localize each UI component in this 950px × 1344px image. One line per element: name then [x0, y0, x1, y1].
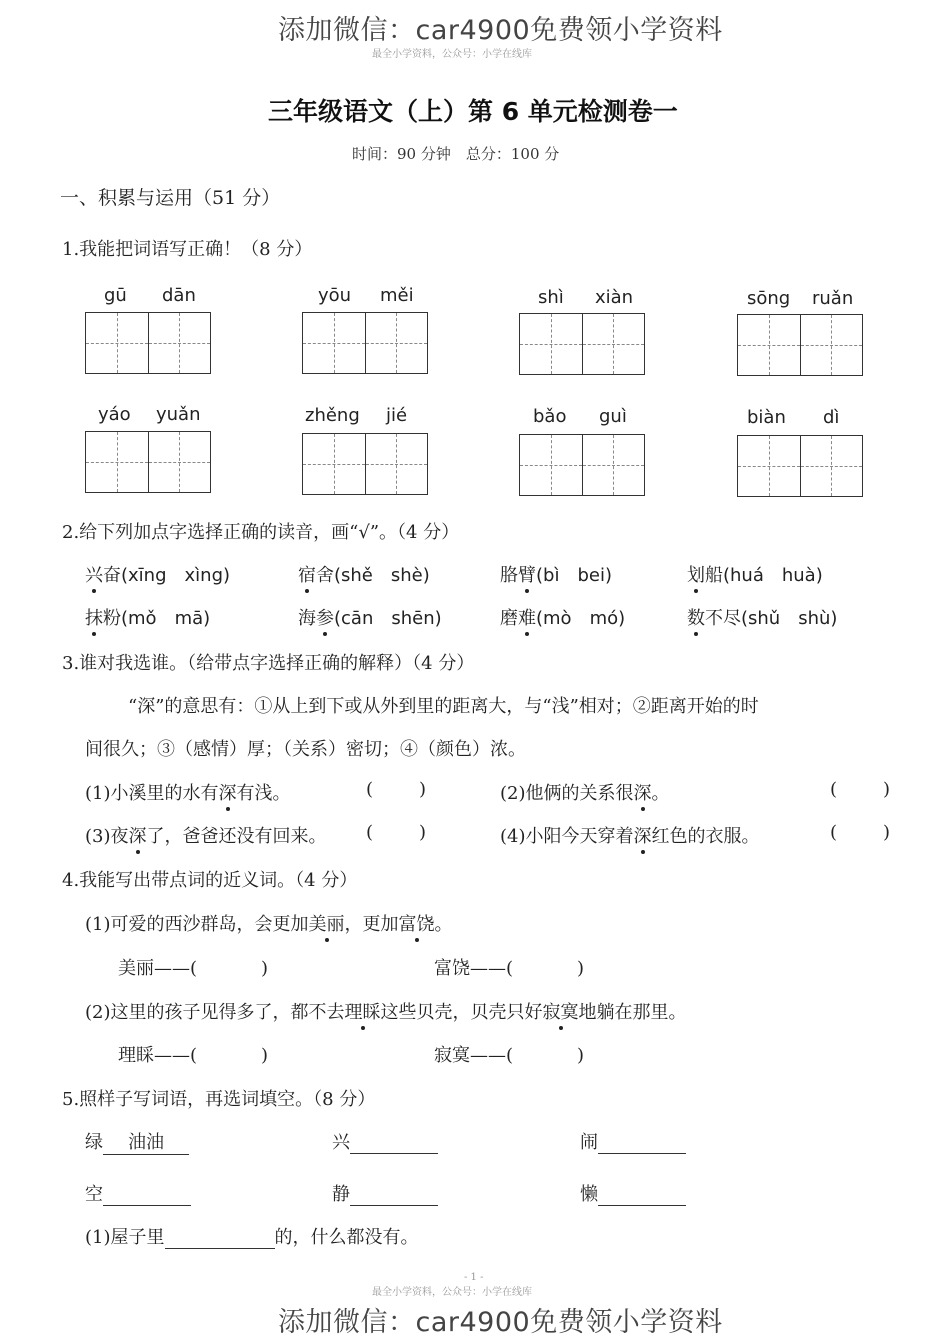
q4-sentence-2: (2)这里的孩子见得多了，都不去理睬这些贝壳，贝壳只好寂寞地躺在那里。 — [85, 1002, 687, 1023]
q2-item[interactable]: 划船(huá huà) — [687, 565, 823, 586]
pinyin: gū — [104, 285, 127, 306]
pinyin: dì — [823, 407, 840, 428]
q3-answer-2[interactable]: ( ) — [830, 779, 891, 800]
writing-grid[interactable] — [302, 433, 428, 495]
q3-answer-4[interactable]: ( ) — [830, 822, 891, 843]
writing-grid[interactable] — [85, 312, 211, 374]
q5-blank-xing[interactable]: 兴 — [332, 1128, 438, 1154]
q4-answer-furao[interactable]: 富饶——( ) — [434, 958, 585, 979]
q2-item[interactable]: 胳臂(bì bei) — [500, 565, 612, 586]
q3-sentence-2: (2)他俩的关系很深。 — [500, 783, 670, 804]
pinyin: xiàn — [595, 287, 634, 308]
q5-title: 5.照样子写词语，再选词填空。（8 分） — [62, 1089, 376, 1110]
writing-grid[interactable] — [519, 434, 645, 496]
q4-sentence-1: (1)可爱的西沙群岛，会更加美丽，更加富饶。 — [85, 914, 453, 935]
q3-definition-line1: “深”的意思有：①从上到下或从外到里的距离大，与“浅”相对；②距离开始的时 — [128, 696, 759, 717]
writing-grid[interactable] — [737, 314, 863, 376]
q2-item[interactable]: 海参(cān shēn) — [298, 608, 442, 629]
bottom-banner: 添加微信：car4900免费领小学资料 — [278, 1307, 723, 1338]
top-faint-note: 最全小学资料，公众号：小学在线库 — [372, 49, 532, 60]
q3-title: 3.谁对我选谁。（给带点字选择正确的解释）（4 分） — [62, 653, 475, 674]
q5-blank-lan[interactable]: 懒 — [580, 1180, 686, 1206]
q5-blank-kong[interactable]: 空 — [85, 1180, 191, 1206]
q4-answer-jimo[interactable]: 寂寞——( ) — [434, 1045, 585, 1066]
pinyin: biàn — [747, 407, 786, 428]
q2-item[interactable]: 宿舍(shě shè) — [298, 565, 430, 586]
q1-title: 1.我能把词语写正确！（8 分） — [62, 239, 313, 260]
q3-answer-3[interactable]: ( ) — [366, 822, 427, 843]
q3-answer-1[interactable]: ( ) — [366, 779, 427, 800]
bottom-faint-note: 最全小学资料，公众号：小学在线库 — [372, 1287, 532, 1298]
exam-meta: 时间：90 分钟 总分：100 分 — [352, 145, 560, 163]
q2-item[interactable]: 抹粉(mǒ mā) — [85, 608, 211, 629]
q2-item[interactable]: 磨难(mò mó) — [500, 608, 626, 629]
pinyin: bǎo — [533, 406, 567, 427]
pinyin: měi — [380, 285, 414, 306]
pinyin: yáo — [98, 404, 131, 425]
q3-definition-line2: 间很久；③（感情）厚；（关系）密切；④（颜色）浓。 — [85, 739, 526, 760]
q4-title: 4.我能写出带点词的近义词。（4 分） — [62, 870, 358, 891]
q5-example: 绿 油油 — [85, 1128, 189, 1155]
pinyin: yōu — [318, 285, 352, 306]
writing-grid[interactable] — [737, 435, 863, 497]
q3-sentence-1: (1)小溪里的水有深有浅。 — [85, 783, 291, 804]
q2-item[interactable]: 兴奋(xīng xìng) — [85, 565, 231, 586]
q3-sentence-4: (4)小阳今天穿着深红色的衣服。 — [500, 826, 760, 847]
q5-blank-nao[interactable]: 闹 — [580, 1128, 686, 1154]
pinyin: zhěng — [305, 405, 360, 426]
q5-fill-sentence-1[interactable]: (1)屋子里 的，什么都没有。 — [85, 1227, 419, 1248]
pinyin: shì — [538, 287, 564, 308]
page-title: 三年级语文（上）第 6 单元检测卷一 — [268, 97, 678, 126]
writing-grid[interactable] — [302, 312, 428, 374]
pinyin: ruǎn — [812, 288, 854, 309]
page-number: - 1 - — [464, 1272, 484, 1283]
pinyin: dān — [162, 285, 196, 306]
q3-sentence-3: (3)夜深了，爸爸还没有回来。 — [85, 826, 327, 847]
q2-title: 2.给下列加点字选择正确的读音，画“√”。（4 分） — [62, 522, 460, 543]
q4-answer-meili[interactable]: 美丽——( ) — [118, 958, 269, 979]
top-banner: 添加微信：car4900免费领小学资料 — [278, 15, 723, 46]
pinyin: jié — [386, 405, 408, 426]
pinyin: sōng — [747, 288, 791, 309]
writing-grid[interactable] — [85, 431, 211, 493]
q5-blank-jing[interactable]: 静 — [332, 1180, 438, 1206]
pinyin: yuǎn — [156, 404, 201, 425]
writing-grid[interactable] — [519, 313, 645, 375]
q2-item[interactable]: 数不尽(shǔ shù) — [687, 608, 838, 629]
pinyin: guì — [599, 406, 627, 427]
section-1-heading: 一、积累与运用（51 分） — [60, 187, 281, 209]
q4-answer-licai[interactable]: 理睬——( ) — [118, 1045, 269, 1066]
